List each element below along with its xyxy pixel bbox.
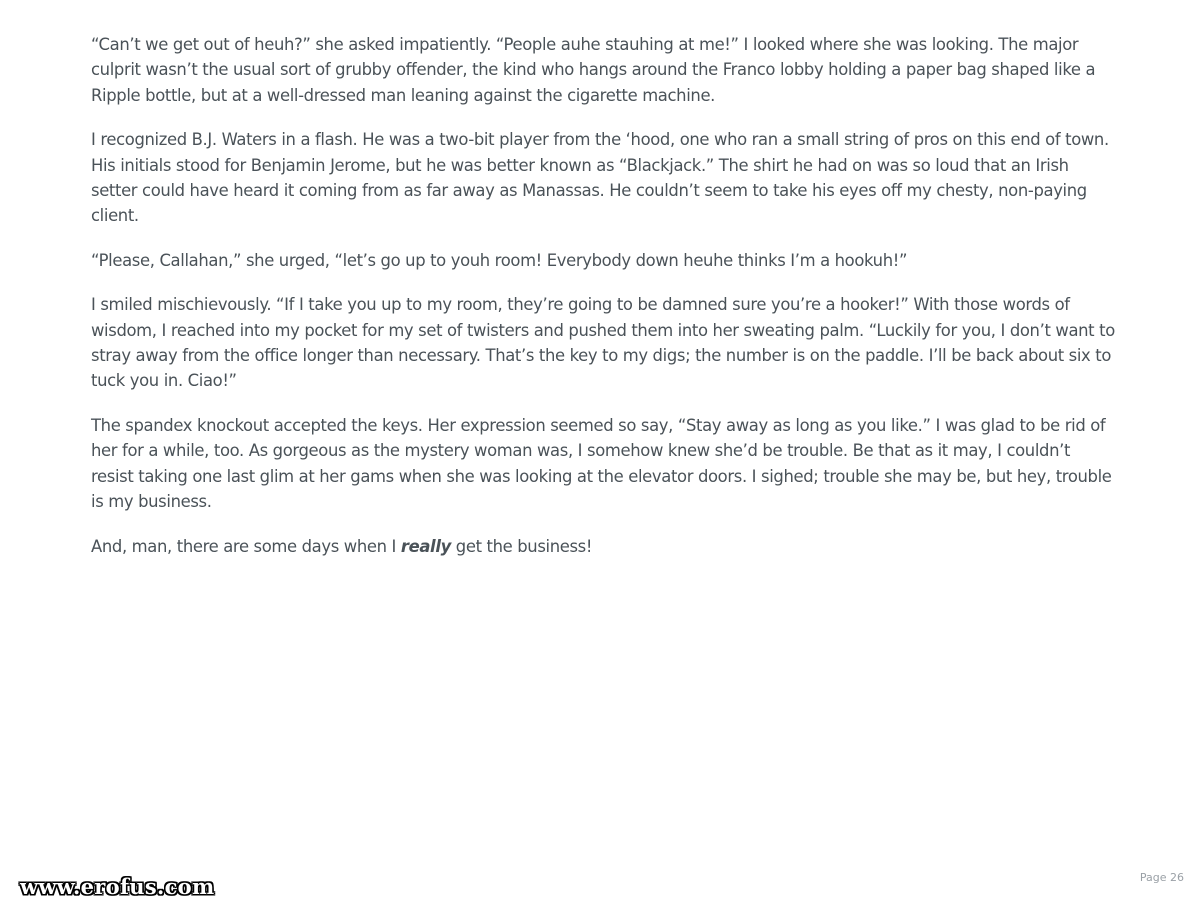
story-body [91,32,1116,578]
paragraph-3: “Please, Callahan,” she urged, “let’s go up to youh room! Everybody down heuhe thinks I’m a hookuh!” [91,250,908,270]
closing-text-after: get the business! [450,536,593,556]
watermark-text: www.erofus.com [20,874,215,899]
closing-emphasis: really [400,536,451,556]
closing-text-before: And, man, there are some days when I [91,536,401,556]
page-number: Page 26 [1139,871,1184,884]
closing-paragraph [91,534,1116,559]
paragraph-4: I smiled mischievously. “If I take you up to my room, they’re going to be damned sure you’re a hooker!” With those words of wisdom, I reached into my pocket for my set of twisters and pushed them into her sweating palm. “Luckily for you, I don’t want to stray away from the office longer than necessary. That’s the key to my digs; the number is on the paddle. I’ll be back about six to tuck you in. Ciao!” [91,295,1115,391]
paragraph-1: “Can’t we get out of heuh?” she asked impatiently. “People auhe stauhing at me!” I looked where she was looking. The major culprit wasn’t the usual sort of grubby offender, the kind who hangs around the Franco lobby holding a paper bag shaped like a Ripple bottle, but at a well-dressed man leaning against the cigarette machine. [91,35,1096,105]
paragraph-5: The spandex knockout accepted the keys. Her expression seemed so say, “Stay away as long as you like.” I was glad to be rid of her for a while, too. As gorgeous as the mystery woman was, I somehow knew she’d be trouble. Be that as it may, I couldn’t resist taking one last glim at her gams when she was looking at the elevator doors. I sighed; trouble she may be, but hey, trouble is my business. [91,415,1112,512]
paragraph-2: I recognized B.J. Waters in a flash. He was a two-bit player from the ‘hood, one who ran a small string of pros on this end of town. His initials stood for Benjamin Jerome, but he was better known as “Blackjack.” The shirt he had on was so loud that an Irish setter could have heard it coming from as far away as Manassas. He couldn’t seem to take his eyes off my chesty, non-paying client. [91,130,1109,226]
